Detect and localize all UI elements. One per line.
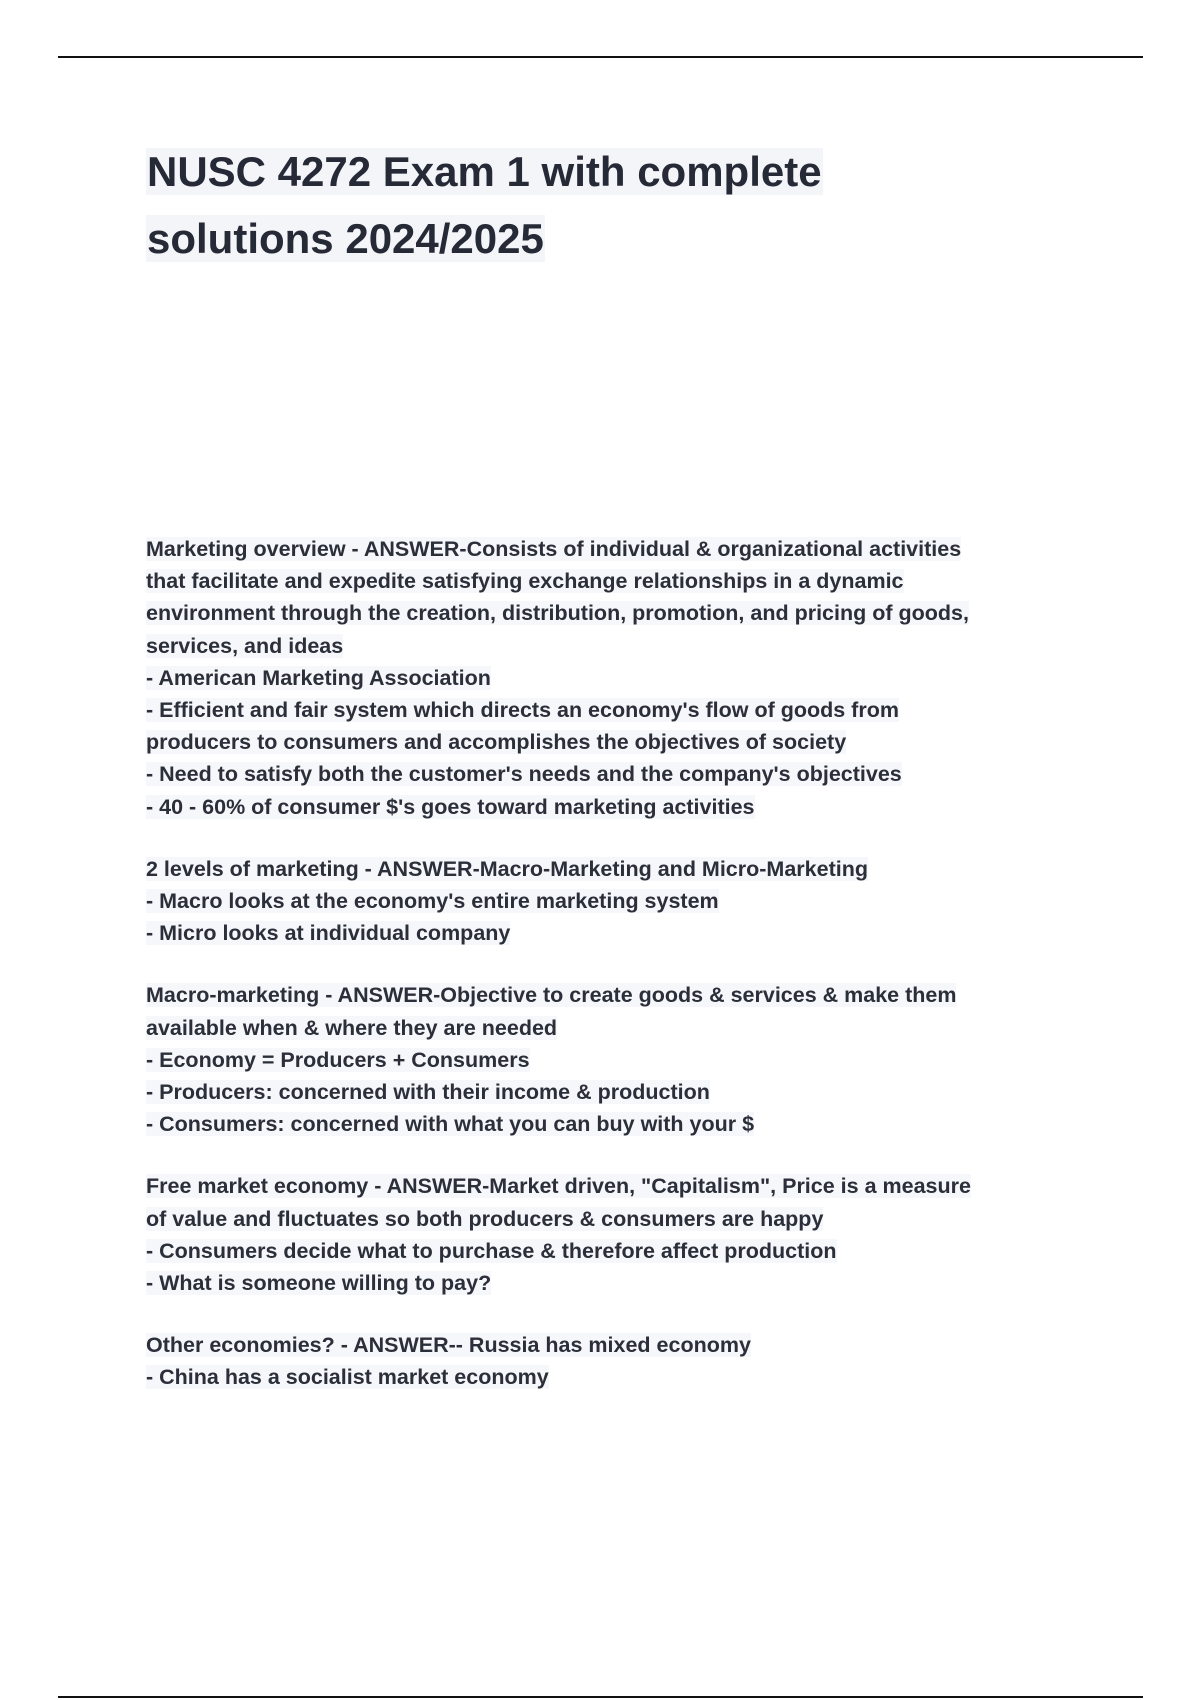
entry-text-line: producers to consumers and accomplishes the objectives of society	[146, 730, 847, 755]
title-line-2: solutions 2024/2025	[147, 215, 544, 262]
top-rule	[58, 56, 1143, 58]
document-title	[146, 138, 1046, 272]
entry-text-line: - Economy = Producers + Consumers	[146, 1047, 530, 1072]
qa-entry-other-economies	[146, 1329, 1086, 1393]
title-line-1: NUSC 4272 Exam 1 with complete	[147, 148, 822, 195]
entry-text-line: - Need to satisfy both the customer's needs and the company's objectives	[146, 762, 902, 787]
entry-text-line: - Producers: concerned with their income & production	[146, 1080, 710, 1105]
entry-text-line: Macro-marketing - ANSWER-Objective to create goods & services & make them	[146, 983, 957, 1008]
entry-text-line: Free market economy - ANSWER-Market driven, "Capitalism", Price is a measure	[146, 1174, 971, 1199]
entry-text-line: - Efficient and fair system which directs an economy's flow of goods from	[146, 698, 899, 723]
entry-text-line: of value and fluctuates so both producers & consumers are happy	[146, 1206, 824, 1231]
entry-text-line: - 40 - 60% of consumer $'s goes toward marketing activities	[146, 794, 755, 819]
entry-text-line: - Micro looks at individual company	[146, 921, 511, 946]
entry-text-line: Marketing overview - ANSWER-Consists of individual & organizational activities	[146, 537, 962, 561]
qa-entry-marketing-overview	[146, 533, 1086, 823]
bottom-rule	[58, 1696, 1143, 1698]
entry-text-line: - China has a socialist market economy	[146, 1365, 549, 1390]
qa-entry-macro-marketing	[146, 979, 1086, 1140]
entry-text-line: Other economies? - ANSWER-- Russia has mixed economy	[146, 1333, 751, 1358]
entry-text-line: 2 levels of marketing - ANSWER-Macro-Marketing and Micro-Marketing	[146, 856, 868, 881]
entry-text-line: - Consumers: concerned with what you can buy with your $	[146, 1112, 755, 1137]
entry-text-line: services, and ideas	[146, 633, 344, 658]
qa-entry-free-market-economy	[146, 1170, 1086, 1299]
entry-text-line: environment through the creation, distribution, promotion, and pricing of goods,	[146, 601, 969, 626]
entry-text-line: that facilitate and expedite satisfying exchange relationships in a dynamic	[146, 569, 904, 594]
entry-text-line: - What is someone willing to pay?	[146, 1271, 492, 1296]
qa-content	[146, 533, 1086, 1424]
entry-text-line: - Consumers decide what to purchase & therefore affect production	[146, 1238, 837, 1263]
entry-text-line: - Macro looks at the economy's entire marketing system	[146, 889, 719, 914]
entry-text-line: available when & where they are needed	[146, 1015, 558, 1040]
qa-entry-levels-of-marketing	[146, 853, 1086, 950]
entry-text-line: - American Marketing Association	[146, 665, 491, 690]
